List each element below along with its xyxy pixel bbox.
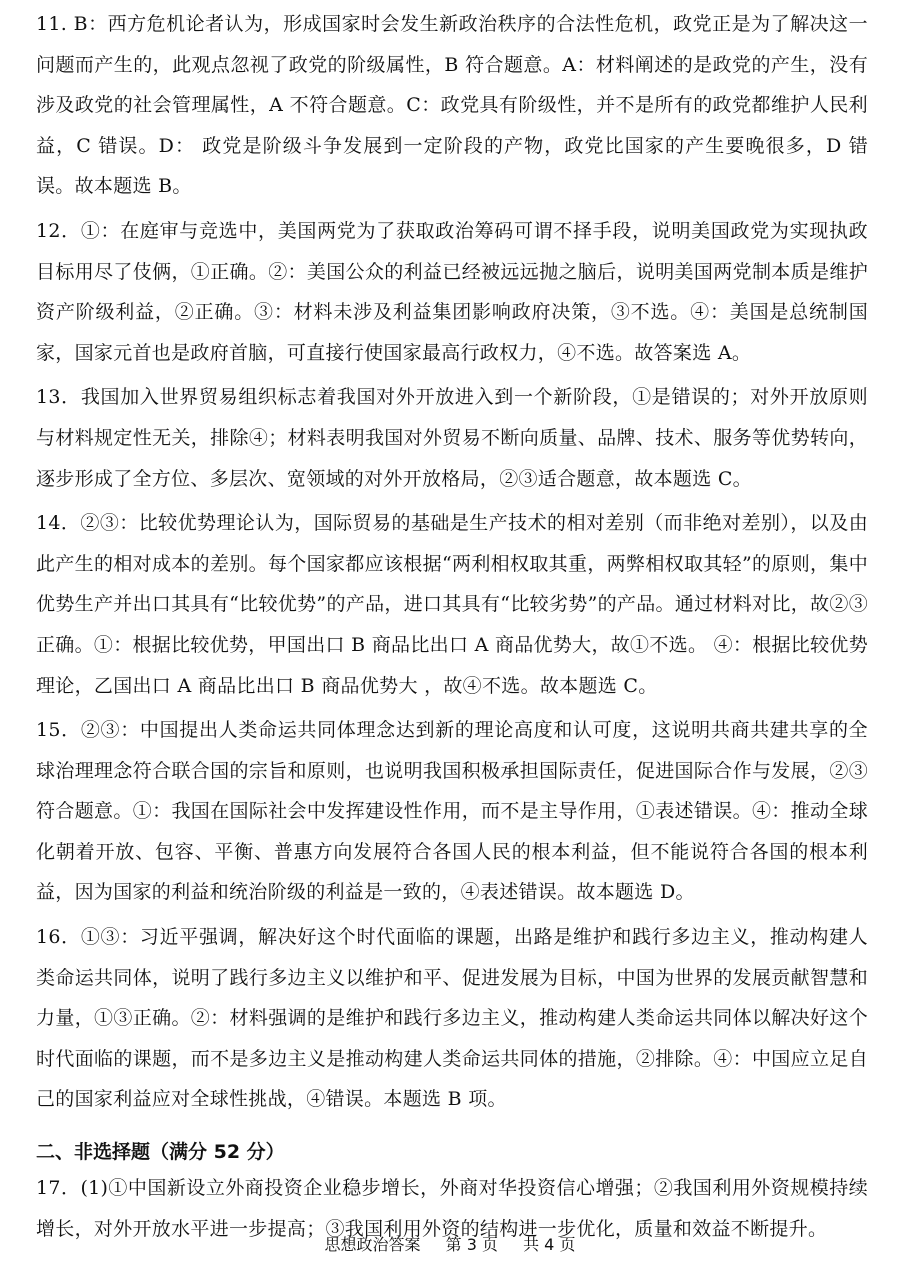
- answer-12: 12．①：在庭审与竞选中，美国两党为了获取政治筹码可谓不择手段，说明美国政党为实现执政目标用尽了伎俩，①正确。②：美国公众的利益已经被远远抛之脑后，说明美国两党制本质是维护资产阶级利益，②正确。③：材料未涉及利益集团影响政府决策，③不选。④：美国是总统制国家，国家元首也是政府首脑，可直接行使国家最高行政权力，④不选。故答案选 A。: [36, 219, 868, 364]
- answer-16: 16．①③：习近平强调，解决好这个时代面临的课题，出路是维护和践行多边主义，推动构建人类命运共同体，说明了践行多边主义以维护和平、促进发展为目标，中国为世界的发展贡献智慧和力量，①③正确。②：材料强调的是维护和践行多边主义，推动构建人类命运共同体以解决好这个时代面临的课题，而不是多边主义是推动构建人类命运共同体的措施，②排除。④：中国应立足自己的国家利益应对全球性挑战，④错误。本题选 B 项。: [36, 926, 868, 1111]
- footer-page-number: 第 3 页: [445, 1235, 498, 1254]
- answer-15: 15．②③：中国提出人类命运共同体理念达到新的理论高度和认可度，这说明共商共建共享的全球治理理念符合联合国的宗旨和原则，也说明我国积极承担国际责任，促进国际合作与发展，②③符合题意。①：我国在国际社会中发挥建设性作用，而不是主导作用，①表述错误。④：推动全球化朝着开放、包容、平衡、普惠方向发展符合各国人民的根本利益，但不能说符合各国的根本利益，因为国家的利益和统治阶级的利益是一致的，④表述错误。故本题选 D。: [36, 719, 868, 904]
- answer-13: 13．我国加入世界贸易组织标志着我国对外开放进入到一个新阶段，①是错误的；对外开放原则与材料规定性无关，排除④；材料表明我国对外贸易不断向质量、品牌、技术、服务等优势转向，逐步形成了全方位、多层次、宽领域的对外开放格局，②③适合题意，故本题选 C。: [36, 386, 868, 490]
- answer-17: 17．(1)①中国新设立外商投资企业稳步增长，外商对华投资信心增强；②我国利用外资规模持续增长，对外开放水平进一步提高；③我国利用外资的结构进一步优化，质量和效益不断提升。: [36, 1177, 868, 1240]
- section-heading-non-choice: 二、非选择题（满分 52 分）: [36, 1141, 285, 1164]
- footer-subject: 思想政治答案: [324, 1235, 421, 1254]
- answer-content: [36, 4, 868, 1253]
- answer-11: 11. B：西方危机论者认为，形成国家时会发生新政治秩序的合法性危机，政党正是为了解决这一问题而产生的，此观点忽视了政党的阶级属性，B 符合题意。A：材料阐述的是政党的产生，没有涉及政党的社会管理属性，A 不符合题意。C：政党具有阶级性，并不是所有的政党都维护人民利益，C 错误。D： 政党是阶级斗争发展到一定阶段的产物，政党比国家的产生要晚很多，D 错误。故本题选 B。: [36, 13, 868, 198]
- footer-total-pages: 共 4 页: [523, 1235, 576, 1254]
- page-footer: [0, 1233, 900, 1257]
- answer-14: 14．②③：比较优势理论认为，国际贸易的基础是生产技术的相对差别（而非绝对差别），以及由此产生的相对成本的差别。每个国家都应该根据“两利相权取其重，两弊相权取其轻”的原则，集中优势生产并出口其具有“比较优势”的产品，进口其具有“比较劣势”的产品。通过材料对比，故②③正确。①：根据比较优势，甲国出口 B 商品比出口 A 商品优势大，故①不选。 ④：根据比较优势理论，乙国出口 A 商品比出口 B 商品优势大 ，故④不选。故本题选 C。: [36, 512, 868, 697]
